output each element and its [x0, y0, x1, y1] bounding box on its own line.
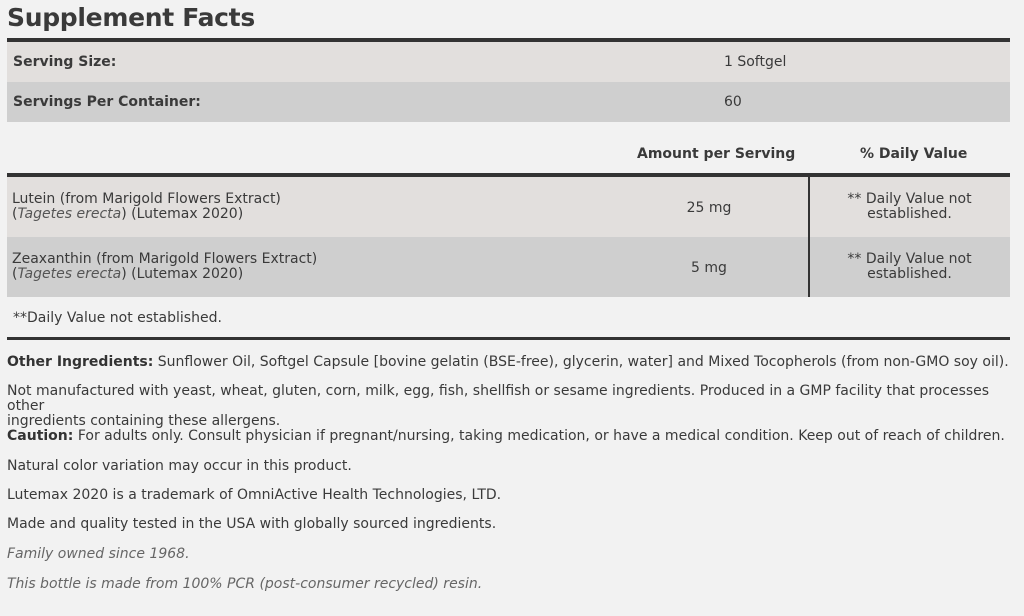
bottle-recycled-note: This bottle is made from 100% PCR (post-consumer recycled) resin.: [7, 576, 483, 592]
allergen-line2: ingredients containing these allergens.: [7, 413, 281, 429]
nutrient-latin-name: Tagetes erecta: [17, 206, 122, 222]
servings-per-container-value: 60: [724, 94, 742, 110]
other-ingredients: [7, 355, 1010, 370]
nutrient-amount: 5 mg: [691, 260, 727, 276]
daily-value-line2: established.: [867, 206, 952, 222]
made-in-usa-note: Made and quality tested in the USA with globally sourced ingredients.: [7, 516, 497, 532]
other-ingredients-text: Sunflower Oil, Softgel Capsule [bovine gelatin (BSE-free), glycerin, water] and Mixed Tocopherols (from non-GMO soy oil).: [153, 354, 1009, 370]
allergen-line1: Not manufactured with yeast, wheat, gluten, corn, milk, egg, fish, shellfish or sesame ingredients. Produced in a GMP facility that processes other: [7, 383, 990, 414]
daily-value-line1: ** Daily Value not: [847, 191, 972, 207]
amount-per-serving-header: Amount per Serving: [637, 146, 796, 162]
caution-text: For adults only. Consult physician if pregnant/nursing, taking medication, or have a medical condition. Keep out of reach of children.: [73, 428, 1005, 444]
other-ingredients-label: Other Ingredients:: [7, 354, 154, 370]
nutrient-latin-name: Tagetes erecta: [17, 266, 122, 282]
nutrient-name-line1: Lutein (from Marigold Flowers Extract): [12, 191, 281, 207]
nutrient-name: [12, 252, 317, 282]
caution-label: Caution:: [7, 428, 74, 444]
daily-value-line2: established.: [867, 266, 952, 282]
nutrient-daily-value: [809, 252, 1010, 282]
caution-statement: [7, 429, 1010, 444]
daily-value-header: % Daily Value: [860, 146, 968, 162]
family-owned-note: Family owned since 1968.: [7, 546, 190, 562]
column-divider: [808, 177, 810, 297]
nutrient-name-open: (: [12, 266, 18, 282]
trademark-note: Lutemax 2020 is a trademark of OmniActive Health Technologies, LTD.: [7, 487, 502, 503]
nutrient-name: [12, 192, 281, 222]
nutrient-name-line1: Zeaxanthin (from Marigold Flowers Extract): [12, 251, 318, 267]
nutrient-row-zeaxanthin: [7, 237, 1010, 297]
nutrient-name-rest: ) (Lutemax 2020): [121, 266, 244, 282]
serving-size-value: 1 Softgel: [724, 54, 787, 70]
daily-value-footnote: **Daily Value not established.: [13, 310, 222, 326]
servings-per-container-label: Servings Per Container:: [13, 94, 201, 110]
nutrient-name-rest: ) (Lutemax 2020): [121, 206, 244, 222]
daily-value-line1: ** Daily Value not: [847, 251, 972, 267]
nutrient-amount: 25 mg: [686, 200, 732, 216]
page-title: Supplement Facts: [7, 3, 255, 32]
bottom-divider: [7, 337, 1010, 340]
color-variation-note: Natural color variation may occur in this product.: [7, 458, 352, 474]
serving-size-label: Serving Size:: [13, 54, 117, 70]
nutrient-name-open: (: [12, 206, 18, 222]
nutrient-row-lutein: [7, 177, 1010, 237]
allergen-statement: [7, 384, 1010, 429]
nutrient-daily-value: [809, 192, 1010, 222]
serving-size-row: [7, 42, 1010, 82]
servings-per-container-row: [7, 82, 1010, 122]
